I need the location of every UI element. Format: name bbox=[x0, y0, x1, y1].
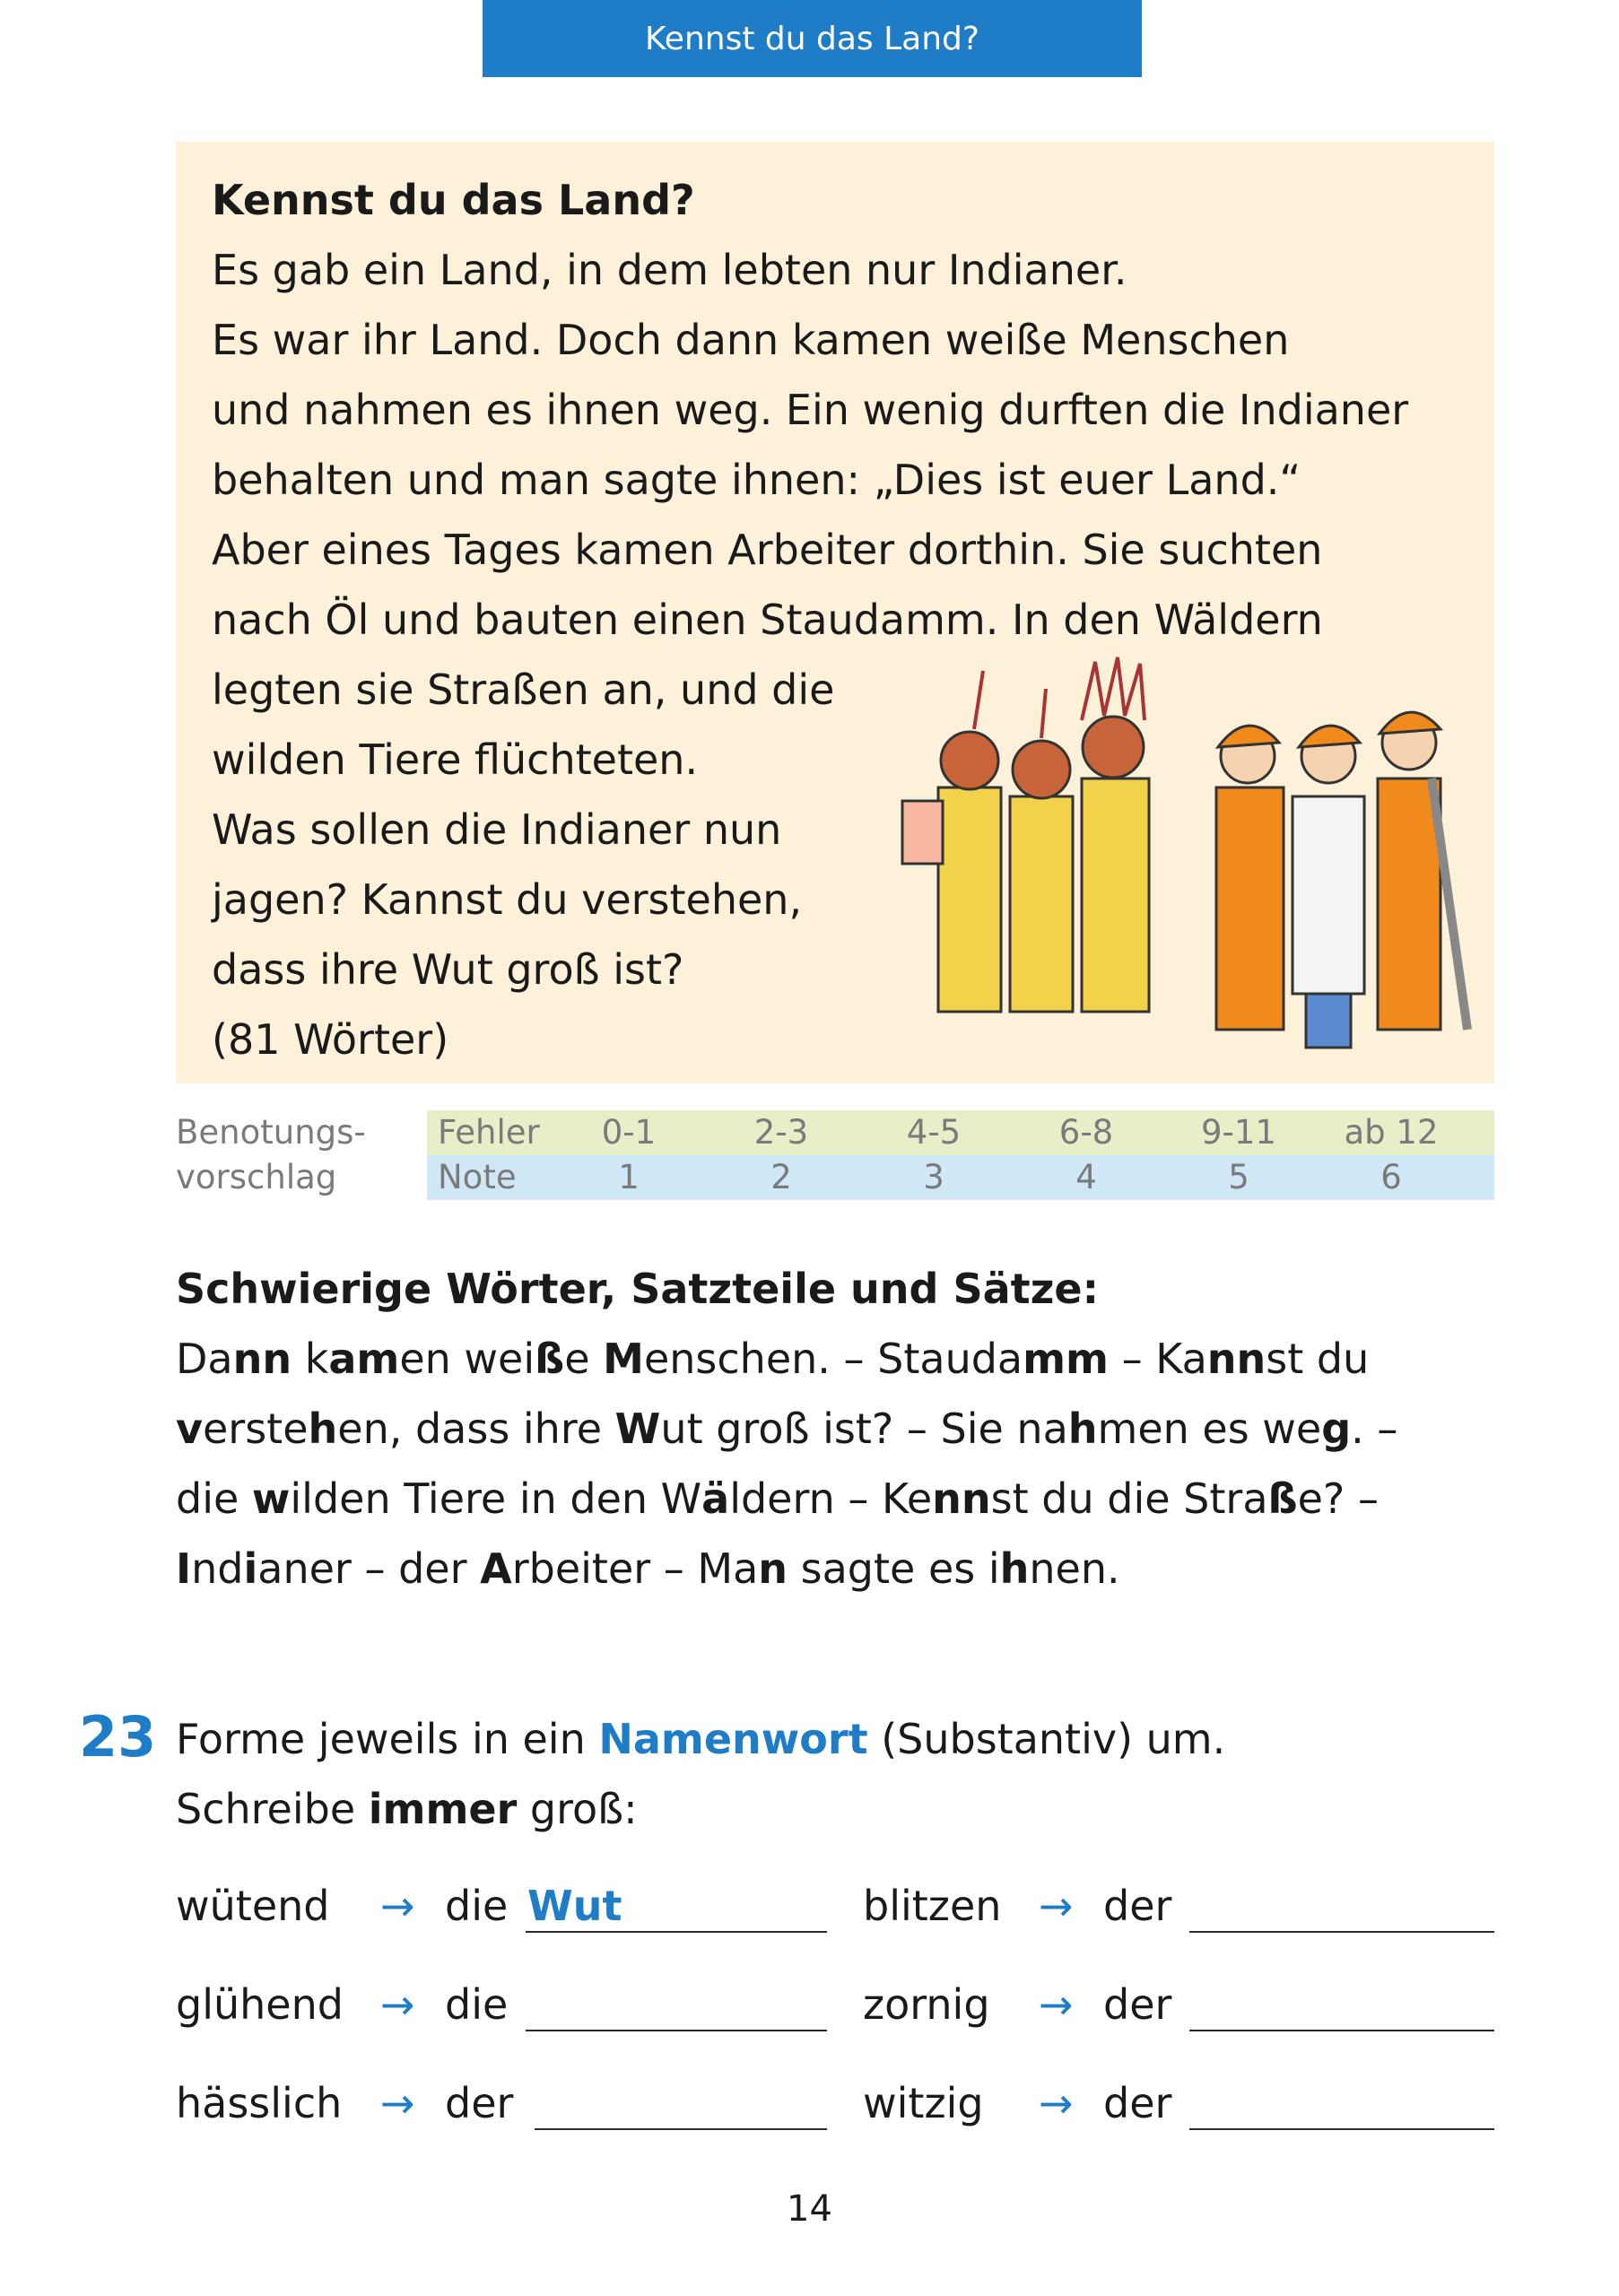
article: die bbox=[445, 1980, 509, 2029]
highlighted-letters: nn bbox=[232, 1335, 292, 1383]
story-line: nach Öl und bauten einen Staudamm. In den Wäldern bbox=[212, 596, 1323, 644]
grading-label-line: Benotungs- bbox=[176, 1113, 366, 1152]
highlighted-term: Namenwort bbox=[598, 1715, 868, 1763]
highlighted-letters: M bbox=[603, 1335, 644, 1383]
grading-row-label: Fehler bbox=[438, 1113, 540, 1152]
story-line: (81 Wörter) bbox=[212, 1015, 449, 1064]
article: der bbox=[1103, 2079, 1172, 2127]
highlighted-letters: nn bbox=[932, 1474, 991, 1523]
story-line: Es gab ein Land, in dem lebten nur Indianer. bbox=[212, 246, 1127, 294]
grading-cell: 3 bbox=[923, 1158, 944, 1196]
article: der bbox=[1103, 1882, 1172, 1930]
grading-cell: 2-3 bbox=[753, 1113, 809, 1152]
source-word: zornig bbox=[863, 1980, 990, 2029]
source-word: blitzen bbox=[863, 1882, 1002, 1930]
answer-line[interactable] bbox=[526, 2030, 827, 2031]
text-segment: rbeiter – Ma bbox=[511, 1544, 759, 1593]
page-number: 14 bbox=[787, 2188, 832, 2230]
text-segment: nen. bbox=[1029, 1544, 1120, 1593]
task-number: 23 bbox=[79, 1704, 157, 1770]
story-line: Aber eines Tages kamen Arbeiter dorthin. Sie suchten bbox=[212, 526, 1323, 574]
highlighted-letters: am bbox=[328, 1335, 400, 1383]
exercise-row bbox=[176, 2067, 1494, 2139]
grading-cell: 0-1 bbox=[601, 1113, 657, 1152]
header-title-bar bbox=[483, 0, 1142, 77]
arrow-icon: → bbox=[380, 1980, 415, 2029]
grading-cell: 1 bbox=[618, 1158, 640, 1196]
story-line: jagen? Kannst du verstehen, bbox=[212, 875, 803, 924]
text-segment: . – bbox=[1351, 1405, 1398, 1453]
text-segment: k bbox=[292, 1335, 329, 1383]
difficult-words-section bbox=[176, 1254, 1494, 1604]
answer-line[interactable] bbox=[526, 1931, 827, 1933]
grading-row-note bbox=[427, 1155, 1494, 1200]
header-title: Kennst du das Land? bbox=[644, 20, 980, 57]
text-segment: ilden Tiere in den W bbox=[290, 1474, 702, 1523]
text-segment: Schreibe bbox=[176, 1785, 369, 1833]
text-segment: st du die Stra bbox=[990, 1474, 1268, 1523]
arrow-icon: → bbox=[1039, 1882, 1074, 1930]
text-segment: (Substantiv) um. bbox=[867, 1715, 1226, 1763]
difficult-line bbox=[176, 1324, 1494, 1394]
story-line: Es war ihr Land. Doch dann kamen weiße Menschen bbox=[212, 316, 1290, 364]
source-word: wütend bbox=[176, 1882, 330, 1930]
arrow-icon: → bbox=[1039, 2079, 1074, 2127]
exercise-row bbox=[176, 1870, 1494, 1942]
difficult-line bbox=[176, 1534, 1494, 1604]
text-segment: Forme jeweils in ein bbox=[176, 1715, 599, 1763]
source-word: witzig bbox=[863, 2079, 984, 2127]
grading-cell: 4-5 bbox=[906, 1113, 962, 1152]
story-box bbox=[176, 142, 1494, 1083]
text-segment: Da bbox=[176, 1335, 233, 1383]
task-instructions bbox=[176, 1704, 1494, 1844]
text-segment: erste bbox=[203, 1405, 309, 1453]
highlighted-letters: i bbox=[243, 1544, 258, 1593]
text-segment: e? – bbox=[1297, 1474, 1379, 1523]
illustration-people bbox=[840, 653, 1494, 1083]
story-line: dass ihre Wut groß ist? bbox=[212, 945, 684, 994]
text-segment: ut groß ist? – Sie na bbox=[660, 1405, 1068, 1453]
grading-cell: 2 bbox=[770, 1158, 792, 1196]
story-title: Kennst du das Land? bbox=[212, 176, 695, 224]
answer-line[interactable] bbox=[1189, 1931, 1494, 1933]
answer-filled: Wut bbox=[527, 1882, 622, 1930]
text-segment: e bbox=[564, 1335, 604, 1383]
article: die bbox=[445, 1882, 509, 1930]
answer-line[interactable] bbox=[1189, 2128, 1494, 2130]
answer-line[interactable] bbox=[1189, 2030, 1494, 2031]
story-line: legten sie Straßen an, und die bbox=[212, 665, 835, 714]
highlighted-letters: n bbox=[758, 1544, 788, 1593]
story-line: Was sollen die Indianer nun bbox=[212, 805, 782, 854]
text-segment: die bbox=[176, 1474, 252, 1523]
exercise-row bbox=[176, 1969, 1494, 2040]
highlighted-letters: h bbox=[308, 1405, 338, 1453]
arrow-icon: → bbox=[1039, 1980, 1074, 2029]
highlighted-letters: ä bbox=[701, 1474, 730, 1523]
text-segment: aner – der bbox=[257, 1544, 481, 1593]
highlighted-letters: nn bbox=[1206, 1335, 1266, 1383]
grading-cell: 6 bbox=[1380, 1158, 1402, 1196]
grading-label-line: vorschlag bbox=[176, 1158, 337, 1196]
highlighted-letters: W bbox=[614, 1405, 661, 1453]
text-segment: groß: bbox=[517, 1785, 638, 1833]
highlighted-letters: ß bbox=[535, 1335, 565, 1383]
text-segment: ldern – Ke bbox=[729, 1474, 933, 1523]
highlighted-letters: A bbox=[480, 1544, 512, 1593]
answer-line[interactable] bbox=[535, 2128, 827, 2130]
worker-figures bbox=[1216, 712, 1467, 1048]
indian-figures bbox=[902, 657, 1149, 1012]
grading-cell: 9-11 bbox=[1201, 1113, 1276, 1152]
grading-label bbox=[176, 1110, 418, 1200]
text-segment: men es we bbox=[1097, 1405, 1322, 1453]
grading-cell: 4 bbox=[1075, 1158, 1097, 1196]
emphasized-word: immer bbox=[368, 1785, 518, 1833]
difficult-words-title: Schwierige Wörter, Satzteile und Sätze: bbox=[176, 1265, 1100, 1313]
text-segment: nd bbox=[191, 1544, 244, 1593]
grading-cell: 5 bbox=[1228, 1158, 1249, 1196]
highlighted-letters: I bbox=[176, 1544, 192, 1593]
source-word: hässlich bbox=[176, 2079, 343, 2127]
story-line: wilden Tiere flüchteten. bbox=[212, 735, 699, 784]
highlighted-letters: mm bbox=[1023, 1335, 1109, 1383]
grading-cell: ab 12 bbox=[1344, 1113, 1439, 1152]
text-segment: en wei bbox=[399, 1335, 535, 1383]
highlighted-letters: h bbox=[999, 1544, 1030, 1593]
text-segment: sagte es i bbox=[788, 1544, 1000, 1593]
grading-row-label: Note bbox=[438, 1158, 517, 1196]
text-segment: st du bbox=[1266, 1335, 1370, 1383]
task-line bbox=[176, 1774, 1494, 1844]
article: der bbox=[1103, 1980, 1172, 2029]
arrow-icon: → bbox=[380, 2079, 415, 2127]
article: der bbox=[445, 2079, 514, 2127]
difficult-line bbox=[176, 1394, 1494, 1464]
text-segment: en, dass ihre bbox=[337, 1405, 615, 1453]
highlighted-letters: ß bbox=[1267, 1474, 1298, 1523]
highlighted-letters: w bbox=[251, 1474, 291, 1523]
highlighted-letters: v bbox=[176, 1405, 203, 1453]
difficult-line bbox=[176, 1464, 1494, 1534]
grading-table bbox=[176, 1110, 1494, 1200]
grading-row-fehler bbox=[427, 1110, 1494, 1155]
task-line bbox=[176, 1704, 1494, 1774]
source-word: glühend bbox=[176, 1980, 344, 2029]
grading-cell: 6-8 bbox=[1058, 1113, 1114, 1152]
highlighted-letters: h bbox=[1067, 1405, 1098, 1453]
story-line: und nahmen es ihnen weg. Ein wenig durften die Indianer bbox=[212, 386, 1409, 434]
text-segment: – Ka bbox=[1108, 1335, 1207, 1383]
highlighted-letters: g bbox=[1321, 1405, 1352, 1453]
story-line: behalten und man sagte ihnen: „Dies ist euer Land.“ bbox=[212, 456, 1301, 504]
text-segment: enschen. – Stauda bbox=[643, 1335, 1023, 1383]
arrow-icon: → bbox=[380, 1882, 415, 1930]
